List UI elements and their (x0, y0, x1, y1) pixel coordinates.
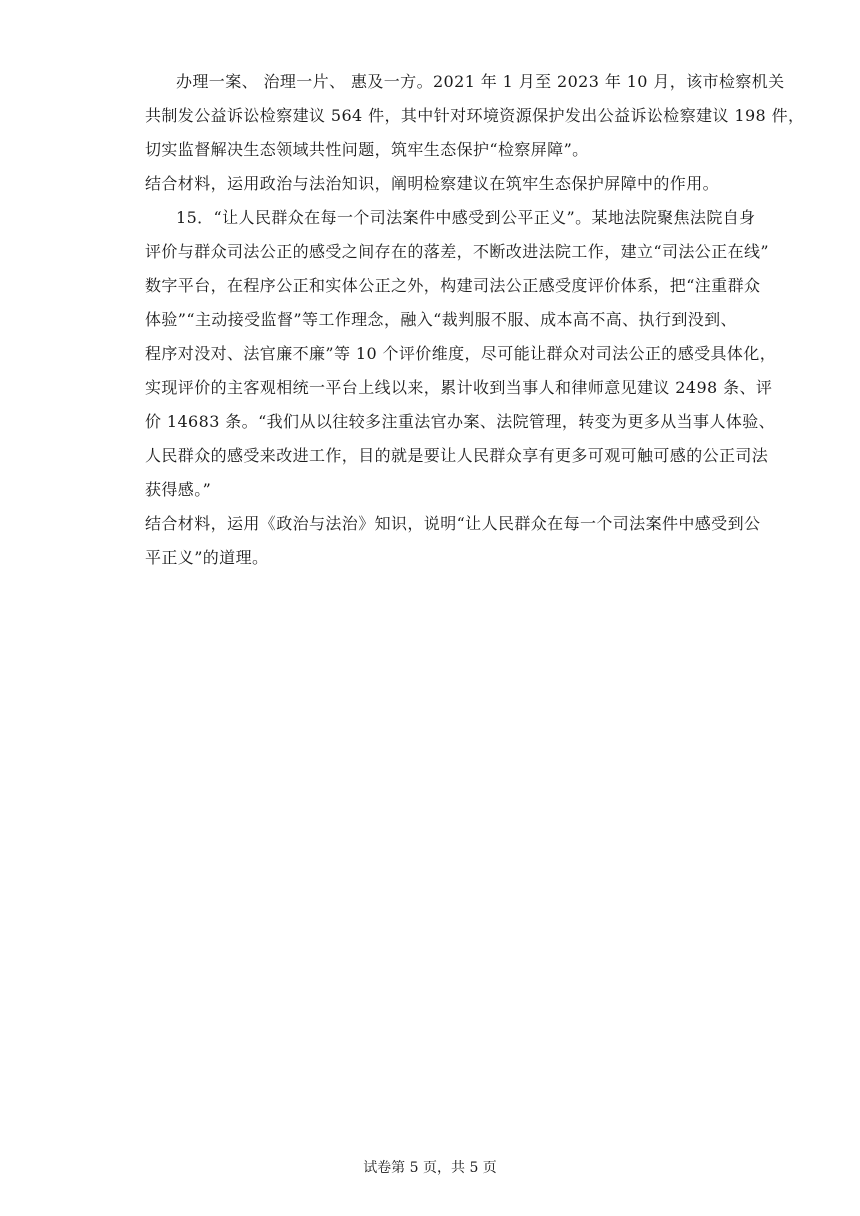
page-footer: 试卷第 5 页，共 5 页 (363, 1160, 497, 1176)
question-15-line: 人民群众的感受来改进工作，目的就是要让人民群众享有更多可观可触可感的公正司法 (145, 446, 769, 465)
question-15-line: 15．“让人民群众在每一个司法案件中感受到公平正义”。某地法院聚焦法院自身 (176, 208, 756, 227)
question-15-line: 程序对没对、法官廉不廉”等 10 个评价维度，尽可能让群众对司法公正的感受具体化， (145, 344, 777, 363)
paragraph-line: 办理一案、 治理一片、 惠及一方。2021 年 1 月至 2023 年 10 月，该市检察机关 (176, 72, 785, 91)
question-15-prompt-line: 结合材料，运用《政治与法治》知识，说明“让人民群众在每一个司法案件中感受到公 (145, 514, 761, 533)
question-15-line: 体验”“主动接受监督”等工作理念，融入“裁判服不服、成本高不高、执行到没到、 (145, 310, 737, 329)
question-15-prompt-line: 平正义”的道理。 (145, 548, 269, 567)
paragraph-line: 切实监督解决生态领域共性问题，筑牢生态保护“检察屏障”。 (145, 140, 589, 159)
question-14-prompt: 结合材料，运用政治与法治知识，阐明检察建议在筑牢生态保护屏障中的作用。 (145, 174, 720, 193)
paragraph-line: 共制发公益诉讼检察建议 564 件，其中针对环境资源保护发出公益诉讼检察建议 198 件， (145, 106, 805, 125)
question-15-line: 评价与群众司法公正的感受之间存在的落差，不断改进法院工作，建立“司法公正在线” (145, 242, 769, 261)
question-15-line: 价 14683 条。“我们从以往较多注重法官办案、法院管理，转变为更多从当事人体验、 (145, 412, 776, 431)
question-15-line: 实现评价的主客观相统一平台上线以来，累计收到当事人和律师意见建议 2498 条、评 (145, 378, 773, 397)
question-15-line: 获得感。” (145, 480, 212, 499)
question-15-line: 数字平台，在程序公正和实体公正之外，构建司法公正感受度评价体系，把“注重群众 (145, 276, 761, 295)
